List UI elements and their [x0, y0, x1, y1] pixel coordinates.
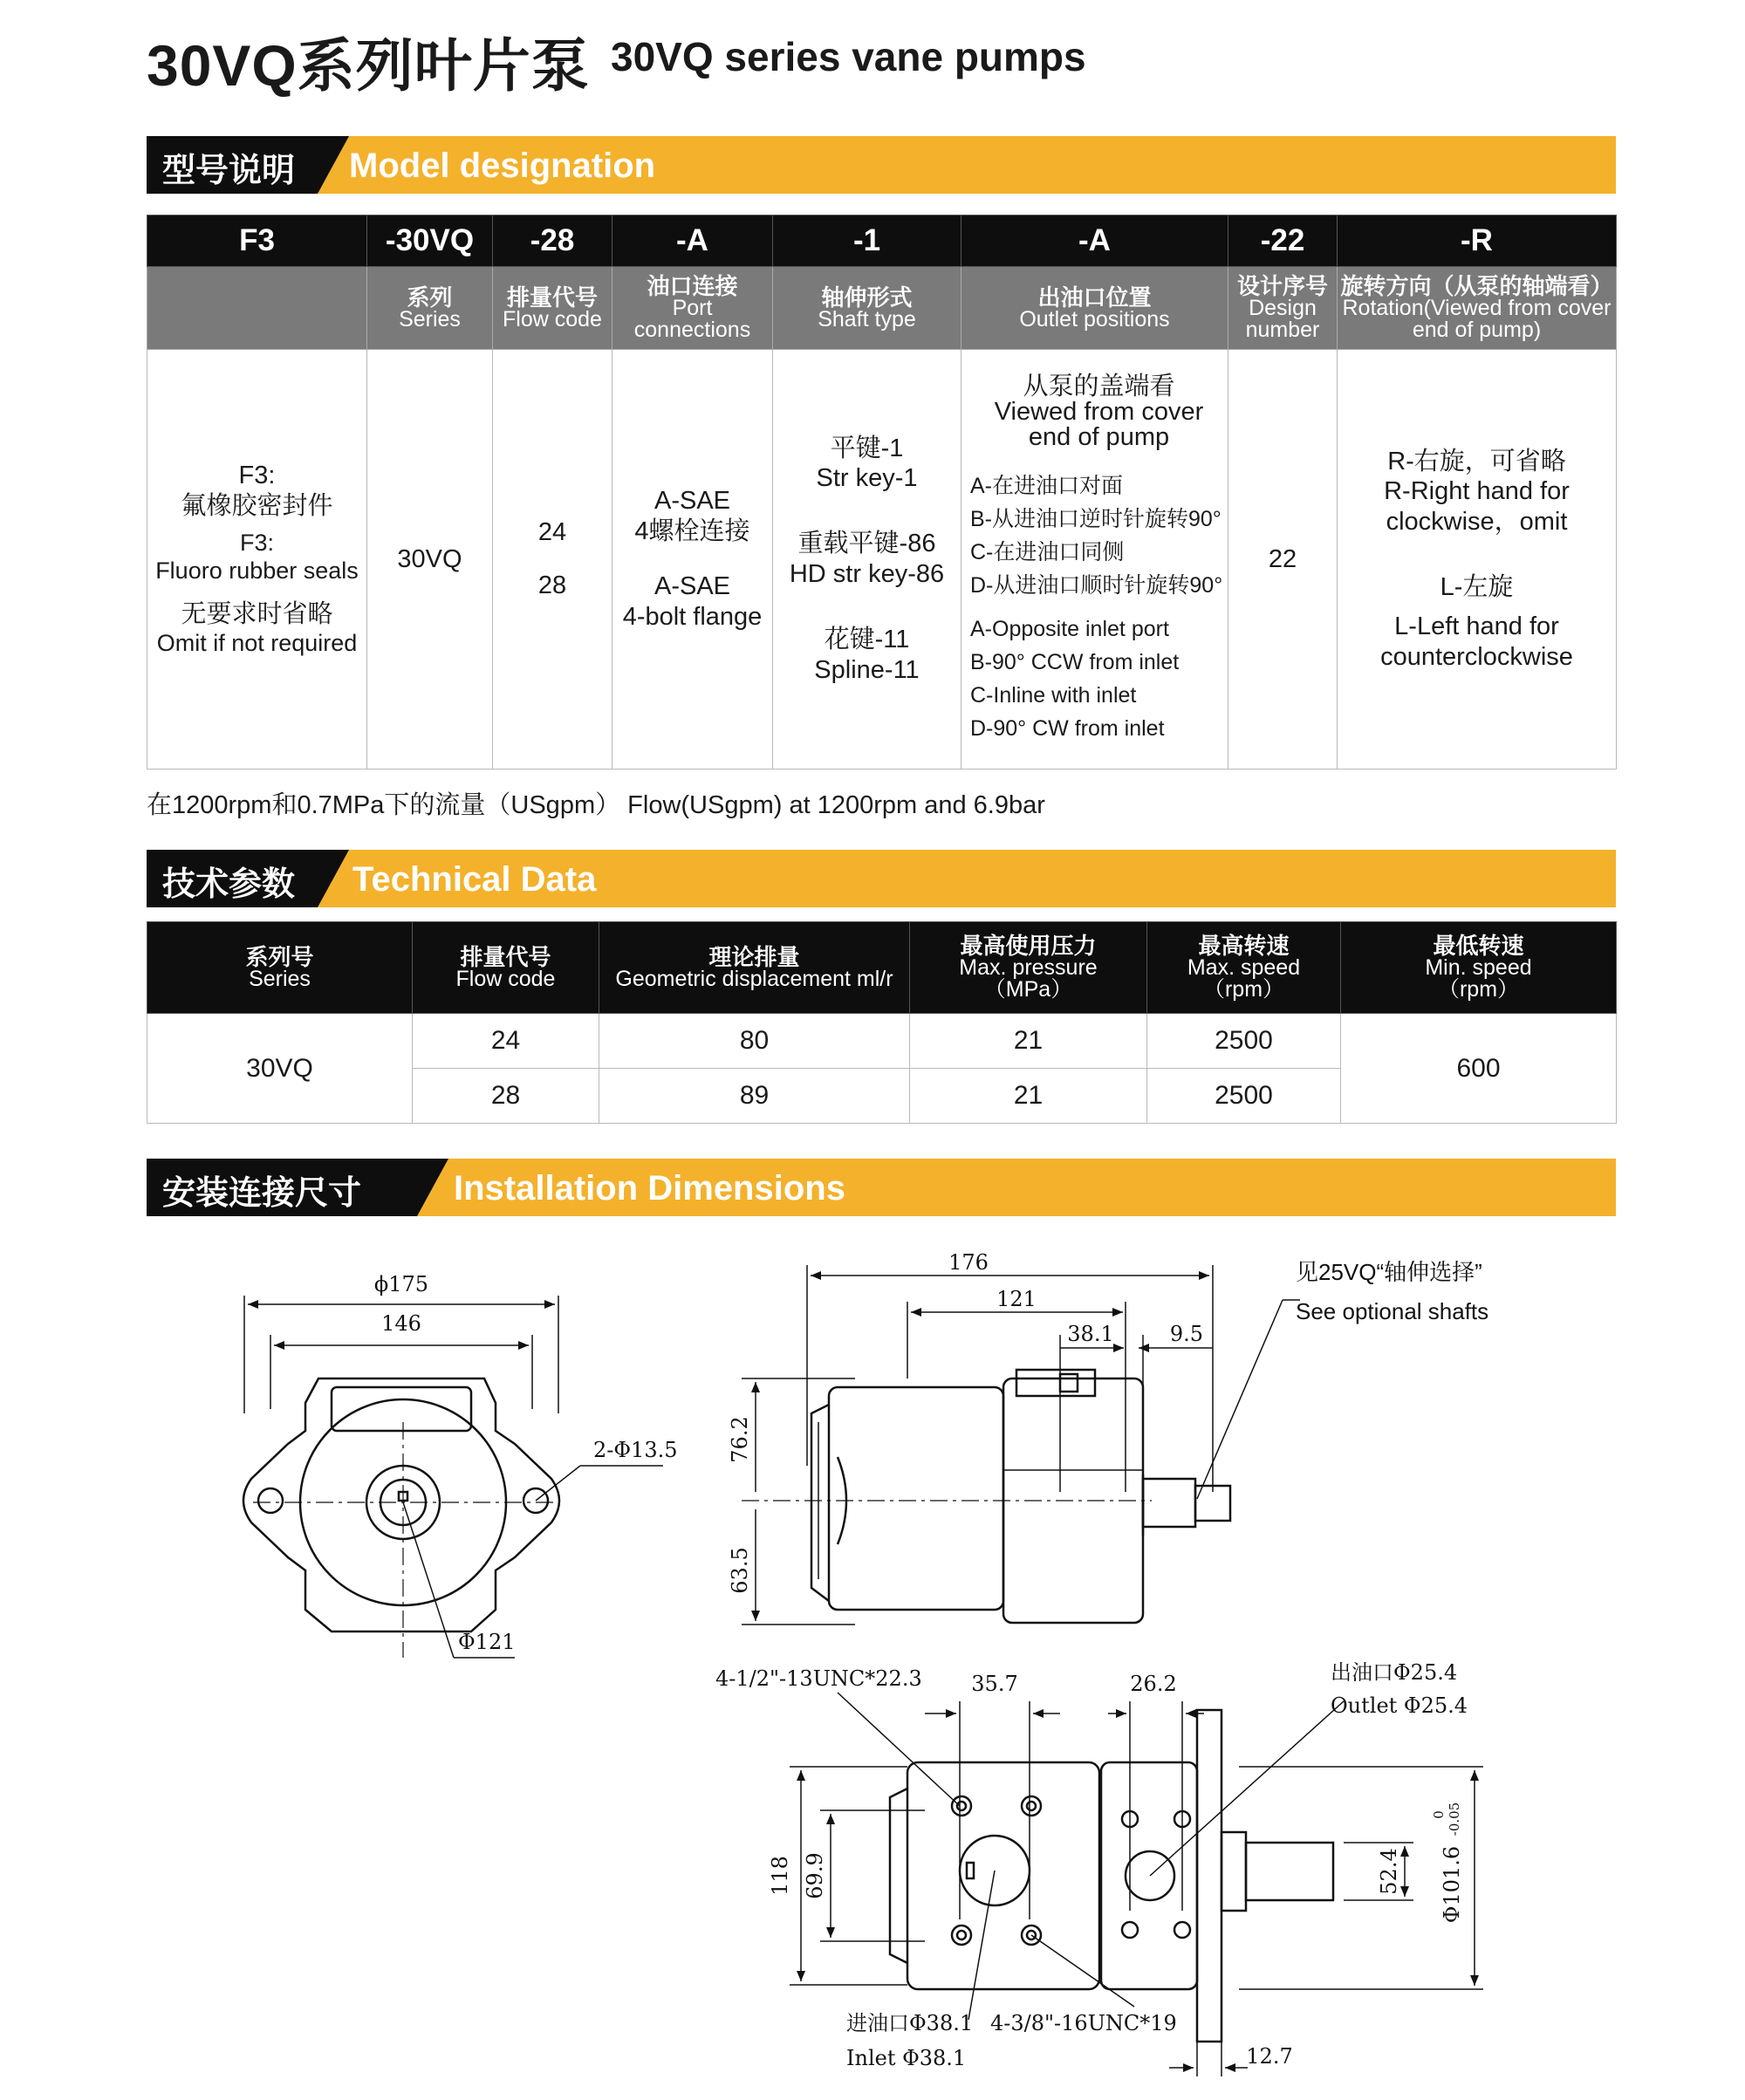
code-f3: F3 [147, 215, 367, 267]
shaft-note-en: See optional shafts [1296, 1298, 1489, 1324]
outlet-label-cn: 出油口Φ25.4 [1331, 1660, 1458, 1685]
inlet-label-cn: 进油口Φ38.1 [846, 2011, 974, 2035]
tech-cell: 80 [599, 1014, 910, 1069]
tech-cell: 21 [910, 1069, 1147, 1124]
tech-cell: 28 [413, 1069, 599, 1124]
tech-cell: 2500 [1147, 1014, 1341, 1069]
section-title-en: Technical Data [352, 860, 597, 899]
technical-data-table [147, 921, 1617, 1124]
section-title-cn: 安装连接尺寸 [162, 1175, 362, 1212]
tech-cell: 89 [599, 1069, 910, 1124]
dim-label: 4-1/2"-13UNC*22.3 [715, 1666, 922, 1691]
code-series: -30VQ [367, 215, 493, 267]
code-design: -22 [1228, 215, 1338, 267]
inlet-label-en: Inlet Φ38.1 [846, 2046, 967, 2070]
installation-drawings [0, 1204, 1745, 2100]
dim-label: 76.2 [728, 1416, 752, 1463]
dim-label: 4-3/8"-16UNC*19 [990, 2011, 1177, 2035]
dim-label: Φ101.6 [1440, 1845, 1464, 1924]
cell-rotation: R-右旋，可省略 R-Right hand for clockwise，omit L-左旋 L-Left hand for counterclockwise [1338, 350, 1617, 770]
dim-label: 2-Φ13.5 [593, 1438, 678, 1462]
code-flow: -28 [493, 215, 612, 267]
header-outlet: 出油口位置 Outlet positions [961, 267, 1228, 350]
section-bar-tech [147, 850, 1616, 907]
header-flow: 排量代号 Flow code [493, 267, 612, 350]
cell-f3: F3: 氟橡胶密封件 F3: Fluoro rubber seals 无要求时省略 Omit if not required [147, 350, 367, 770]
front-view-drawing [243, 1296, 663, 1658]
dim-label: 26.2 [1130, 1672, 1177, 1696]
section-title-cn: 技术参数 [162, 866, 296, 903]
tech-cell: 2500 [1147, 1069, 1341, 1124]
tech-header-max-speed: 最高转速 Max. speed （rpm） [1147, 922, 1341, 1014]
dim-label: 38.1 [1067, 1322, 1114, 1346]
shaft-note-cn: 见25VQ“轴伸选择” [1296, 1259, 1482, 1285]
dim-label: 176 [948, 1250, 989, 1275]
tech-header-min-speed: 最低转速 Min. speed （rpm） [1341, 922, 1617, 1014]
outlet-label-en: Outlet Φ25.4 [1331, 1693, 1468, 1718]
cell-ports: A-SAE 4螺栓连接 A-SAE 4-bolt flange [612, 350, 773, 770]
code-port: -A [612, 215, 773, 267]
dim-label: Φ121 [458, 1630, 516, 1654]
tech-cell-min-speed: 600 [1341, 1014, 1617, 1124]
dim-label: 69.9 [803, 1852, 827, 1899]
section-title-en: Model designation [349, 147, 656, 185]
header-series: 系列 Series [367, 267, 493, 350]
dim-label: 146 [381, 1311, 421, 1336]
tech-header-displacement: 理论排量 Geometric displacement ml/r [599, 922, 910, 1014]
dim-label: ϕ175 [373, 1272, 429, 1296]
code-outlet: -A [961, 215, 1228, 267]
tech-cell: 24 [413, 1014, 599, 1069]
flow-note: 在1200rpm和0.7MPa下的流量（USgpm） Flow(USgpm) at 1200rpm and 6.9bar [147, 791, 1045, 819]
section-title-cn: 型号说明 [162, 153, 296, 189]
side-view-drawing [742, 1265, 1230, 1625]
dim-label: 63.5 [728, 1547, 752, 1594]
page-title-cn: 30VQ系列叶片泵 [147, 33, 590, 98]
tech-header-pressure: 最高使用压力 Max. pressure （MPa） [910, 922, 1147, 1014]
code-shaft: -1 [773, 215, 961, 267]
tech-cell: 21 [910, 1014, 1147, 1069]
cell-shaft: 平键-1 Str key-1 重载平键-86 HD str key-86 花键-11 Spline-11 [773, 350, 961, 770]
code-rotation: -R [1338, 215, 1617, 267]
table-row [147, 1014, 1617, 1069]
cell-series: 30VQ [367, 350, 493, 770]
tech-header-flow: 排量代号 Flow code [413, 922, 599, 1014]
header-empty [147, 267, 367, 350]
dim-label: 9.5 [1169, 1322, 1204, 1346]
tech-header-series: 系列号 Series [147, 922, 413, 1014]
dim-label: 35.7 [971, 1672, 1018, 1696]
header-shaft: 轴伸形式 Shaft type [773, 267, 961, 350]
model-designation-table [147, 215, 1617, 770]
dim-label: 12.7 [1246, 2044, 1293, 2069]
cell-flow: 24 28 [493, 350, 612, 770]
tech-cell-series: 30VQ [147, 1014, 413, 1124]
header-port: 油口连接 Port connections [612, 267, 773, 350]
header-rotation: 旋转方向（从泵的轴端看） Rotation(Viewed from cover end of pump) [1338, 267, 1617, 350]
section-bar-model [147, 136, 1616, 194]
dim-label: 118 [768, 1856, 792, 1896]
dim-label: -0.05 [1447, 1802, 1462, 1837]
dim-label: 0 [1431, 1810, 1447, 1819]
cell-outlet: 从泵的盖端看 Viewed from cover end of pump A-在进油口对面 B-从进油口逆时针旋转90° C-在进油口同侧 D-从进油口顺时针旋转90° A-Opposite inlet port B-90° CCW from inlet C-Inline with inlet D-90° CW from inlet [961, 350, 1228, 770]
section-title-en: Installation Dimensions [454, 1169, 845, 1207]
page-title-en: 30VQ series vane pumps [611, 34, 1086, 79]
cell-design: 22 [1228, 350, 1338, 770]
dim-label: 121 [996, 1287, 1037, 1311]
header-design: 设计序号 Design number [1228, 267, 1338, 350]
dim-label: 52.4 [1377, 1848, 1401, 1895]
